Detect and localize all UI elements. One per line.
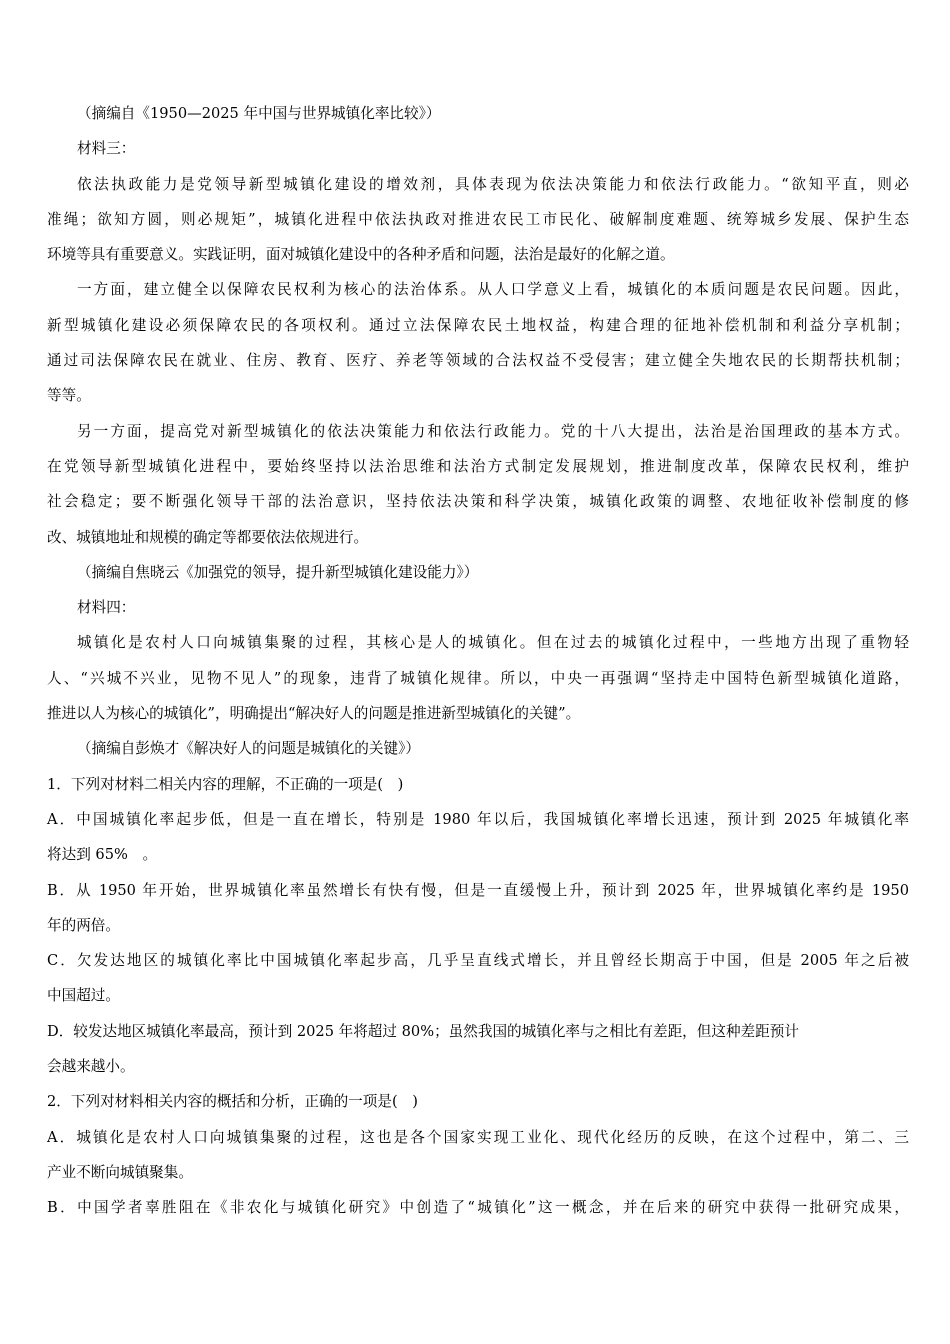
question-2-option-a [47, 1120, 909, 1191]
paragraph-line: 准绳；欲知方圆，则必规矩”，城镇化进程中依法执政对推进农民工市民化、破解制度难题、统筹城乡发展、保护生态 [47, 210, 909, 228]
paragraph-line: 等等。 [47, 387, 91, 405]
paragraph-line: 城镇化是农村人口向城镇集聚的过程，其核心是人的城镇化。但在过去的城镇化过程中，一些地方出现了重物轻 [77, 634, 909, 652]
material4-paragraph-1 [47, 625, 909, 731]
option-line: 中国超过。 [47, 987, 120, 1005]
paragraph-line: 改、城镇地址和规模的确定等都要依法依规进行。 [47, 528, 369, 546]
material3-paragraph-2 [47, 272, 909, 413]
option-line: 会越来越小。 [47, 1058, 135, 1076]
paragraph-line: 依法执政能力是党领导新型城镇化建设的增效剂，具体表现为依法决策能力和依法行政能力。“欲知平直，则必 [77, 175, 909, 193]
option-line: 年的两倍。 [47, 916, 120, 934]
paragraph-line: 人、“兴城不兴业，见物不见人”的现象，违背了城镇化规律。所以，中央一再强调“坚持走中国特色新型城镇化道路， [47, 669, 909, 687]
material3-paragraph-1 [47, 167, 909, 273]
paragraph-line: 一方面，建立健全以保障农民权利为核心的法治体系。从人口学意义上看，城镇化的本质问题是农民问题。因此， [77, 281, 909, 299]
material4-label: 材料四： [77, 599, 136, 617]
question-1-stem: 1．下列对材料二相关内容的理解，不正确的一项是( ) [47, 775, 404, 793]
option-line: C．欠发达地区的城镇化率比中国城镇化率起步高，几乎呈直线式增长，并且曾经长期高于中国，但是 2005 年之后被 [47, 952, 909, 970]
paragraph-line: 在党领导新型城镇化进程中，要始终坚持以法治思维和法治方式制定发展规划，推进制度改革，保障农民权利，维护 [47, 457, 909, 475]
paragraph-line: 另一方面，提高党对新型城镇化的依法决策能力和依法行政能力。党的十八大提出，法治是治国理政的基本方式。 [77, 422, 909, 440]
question-2-option-b [47, 1190, 909, 1225]
option-line: B．中国学者辜胜阻在《非农化与城镇化研究》中创造了“城镇化”这一概念，并在后来的研究中获得一批研究成果， [47, 1199, 909, 1217]
source-note-material2: （摘编自《1950—2025 年中国与世界城镇化率比较》） [77, 105, 441, 122]
material3-paragraph-3 [47, 414, 909, 555]
option-line: 将达到 65% 。 [47, 846, 158, 864]
option-line: B．从 1950 年开始，世界城镇化率虽然增长有快有慢，但是一直缓慢上升，预计到 2025 年，世界城镇化率约是 1950 [47, 881, 909, 899]
source-note-material3: （摘编自焦晓云《加强党的领导，提升新型城镇化建设能力》） [77, 563, 479, 581]
document-page [47, 96, 909, 1226]
paragraph-line: 通过司法保障农民在就业、住房、教育、医疗、养老等领域的合法权益不受侵害；建立健全失地农民的长期帮扶机制； [47, 352, 909, 370]
question-1-option-d [47, 1014, 909, 1085]
material3-label: 材料三： [77, 140, 136, 158]
option-line: D．较发达地区城镇化率最高，预计到 2025 年将超过 80%；虽然我国的城镇化率与之相比有差距，但这种差距预计 [47, 1022, 799, 1040]
question-1-option-c [47, 943, 909, 1014]
question-1-option-b [47, 873, 909, 944]
source-note-material4: （摘编自彭焕才《解决好人的问题是城镇化的关键》） [77, 740, 420, 758]
question-1-option-a [47, 802, 909, 873]
question-2-stem: 2．下列对材料相关内容的概括和分析，正确的一项是( ) [47, 1093, 418, 1111]
paragraph-line: 社会稳定；要不断强化领导干部的法治意识，坚持依法决策和科学决策，城镇化政策的调整、农地征收补偿制度的修 [47, 493, 909, 511]
option-line: 产业不断向城镇聚集。 [47, 1163, 193, 1181]
paragraph-line: 环境等具有重要意义。实践证明，面对城镇化建设中的各种矛盾和问题，法治是最好的化解之道。 [47, 246, 675, 264]
question-2 [47, 1084, 909, 1225]
option-line: A．城镇化是农村人口向城镇集聚的过程，这也是各个国家实现工业化、现代化经历的反映，在这个过程中，第二、三 [47, 1128, 909, 1146]
question-1 [47, 767, 909, 1085]
paragraph-line: 推进以人为核心的城镇化”，明确提出“解决好人的问题是推进新型城镇化的关键”。 [47, 705, 581, 723]
option-line: A．中国城镇化率起步低，但是一直在增长，特别是 1980 年以后，我国城镇化率增长迅速，预计到 2025 年城镇化率 [47, 810, 909, 828]
paragraph-line: 新型城镇化建设必须保障农民的各项权利。通过立法保障农民土地权益，构建合理的征地补偿机制和利益分享机制； [47, 316, 909, 334]
